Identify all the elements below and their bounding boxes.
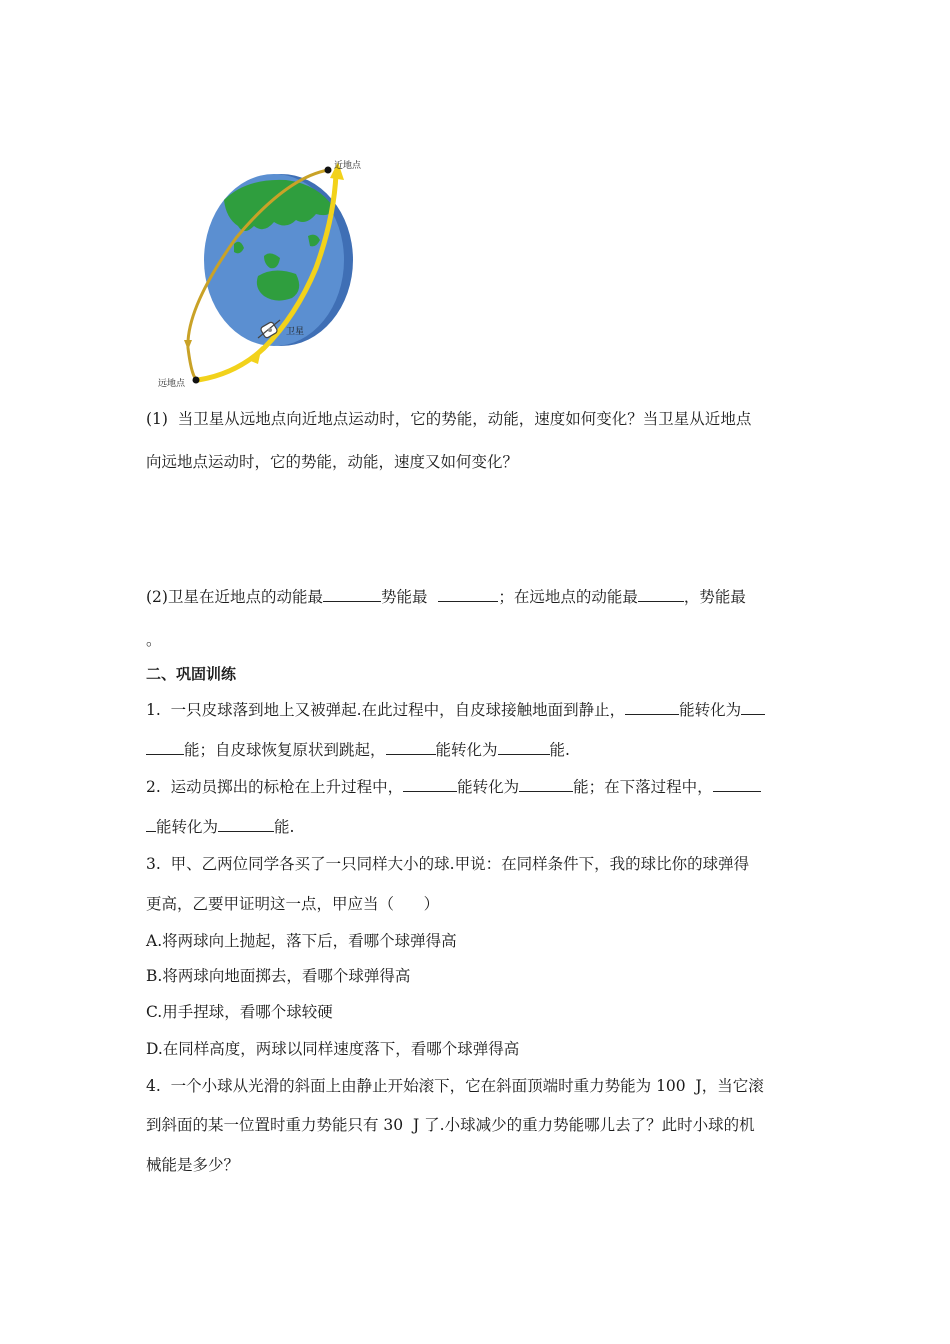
q2-blank-1[interactable] <box>323 587 381 602</box>
p4-line-2: 到斜面的某一位置时重力势能只有 30 J 了.小球减少的重力势能哪儿去了？此时小球的机 <box>146 1116 755 1134</box>
p1-text-c: 能；自皮球恢复原状到跳起， <box>184 741 386 759</box>
p3-line-1: 3. 甲、乙两位同学各买了一只同样大小的球.甲说：在同样条件下，我的球比你的球弹得 <box>146 855 750 873</box>
q2-text-c: ；在远地点的动能最 <box>498 588 638 606</box>
p2-blank-3b[interactable] <box>146 817 156 832</box>
perigee-dot <box>325 167 332 174</box>
p2-text-d: 能转化为 <box>156 818 219 836</box>
p3-option-a: A.将两球向上抛起，落下后，看哪个球弹得高 <box>146 932 457 950</box>
p1-text-b: 能转化为 <box>679 701 742 719</box>
p1-text-a: 1. 一只皮球落到地上又被弹起.在此过程中，自皮球接触地面到静止， <box>146 701 626 719</box>
p4-line-3: 械能是多少？ <box>146 1156 240 1174</box>
p1-blank-1[interactable] <box>625 700 679 715</box>
p1-blank-2b[interactable] <box>146 740 184 755</box>
p3-option-d: D.在同样高度，两球以同样速度落下，看哪个球弹得高 <box>146 1040 520 1058</box>
p1-text-d: 能转化为 <box>435 741 498 759</box>
p2-blank-4[interactable] <box>218 817 274 832</box>
apogee-label: 远地点 <box>158 379 186 389</box>
p2-blank-3a[interactable] <box>713 777 761 792</box>
p2-line-2 <box>146 817 294 837</box>
q1-line-1: (1) 当卫星从远地点向近地点运动时，它的势能，动能，速度如何变化？当卫星从近地点 <box>146 410 752 428</box>
p4-line-1: 4. 一个小球从光滑的斜面上由静止开始滚下，它在斜面顶端时重力势能为 100 J，当它滚 <box>146 1077 764 1095</box>
q2-text-b: 势能最 <box>380 588 433 606</box>
p2-text-e: 能. <box>274 818 295 836</box>
q2-text-a: (2)卫星在近地点的动能最 <box>146 588 323 606</box>
p1-blank-3[interactable] <box>386 740 436 755</box>
p2-blank-2[interactable] <box>519 777 573 792</box>
p3-option-c: C.用手捏球，看哪个球较硬 <box>146 1003 333 1021</box>
p1-line-2 <box>146 740 570 760</box>
satellite-label: 卫星 <box>286 327 305 337</box>
q2-blank-3[interactable] <box>638 587 684 602</box>
q2-text-d: ，势能最 <box>683 588 746 606</box>
p2-line-1 <box>146 777 761 797</box>
p2-blank-1[interactable] <box>403 777 457 792</box>
p1-line-1 <box>146 700 765 720</box>
q2-line-1 <box>146 587 746 607</box>
p2-text-a: 2. 运动员掷出的标枪在上升过程中， <box>146 778 404 796</box>
apogee-dot <box>193 377 200 384</box>
orbit-arrow-head-left <box>184 340 192 350</box>
p1-blank-4[interactable] <box>498 740 550 755</box>
orbit-diagram <box>146 148 376 394</box>
satellite-orbit-figure <box>146 148 376 394</box>
p3-option-b: B.将两球向地面掷去，看哪个球弹得高 <box>146 967 411 985</box>
p2-text-b: 能转化为 <box>457 778 520 796</box>
q2-blank-2[interactable] <box>438 587 498 602</box>
p3-line-2: 更高，乙要甲证明这一点，甲应当（ ） <box>146 895 440 913</box>
q1-line-2: 向远地点运动时，它的势能，动能，速度又如何变化？ <box>146 453 519 471</box>
p1-text-e: 能. <box>549 741 570 759</box>
p1-blank-2a[interactable] <box>741 700 765 715</box>
p2-text-c: 能；在下落过程中， <box>573 778 713 796</box>
section-title: 二、巩固训练 <box>146 665 237 683</box>
q2-line-2: 。 <box>146 631 162 649</box>
perigee-label: 近地点 <box>334 161 362 171</box>
